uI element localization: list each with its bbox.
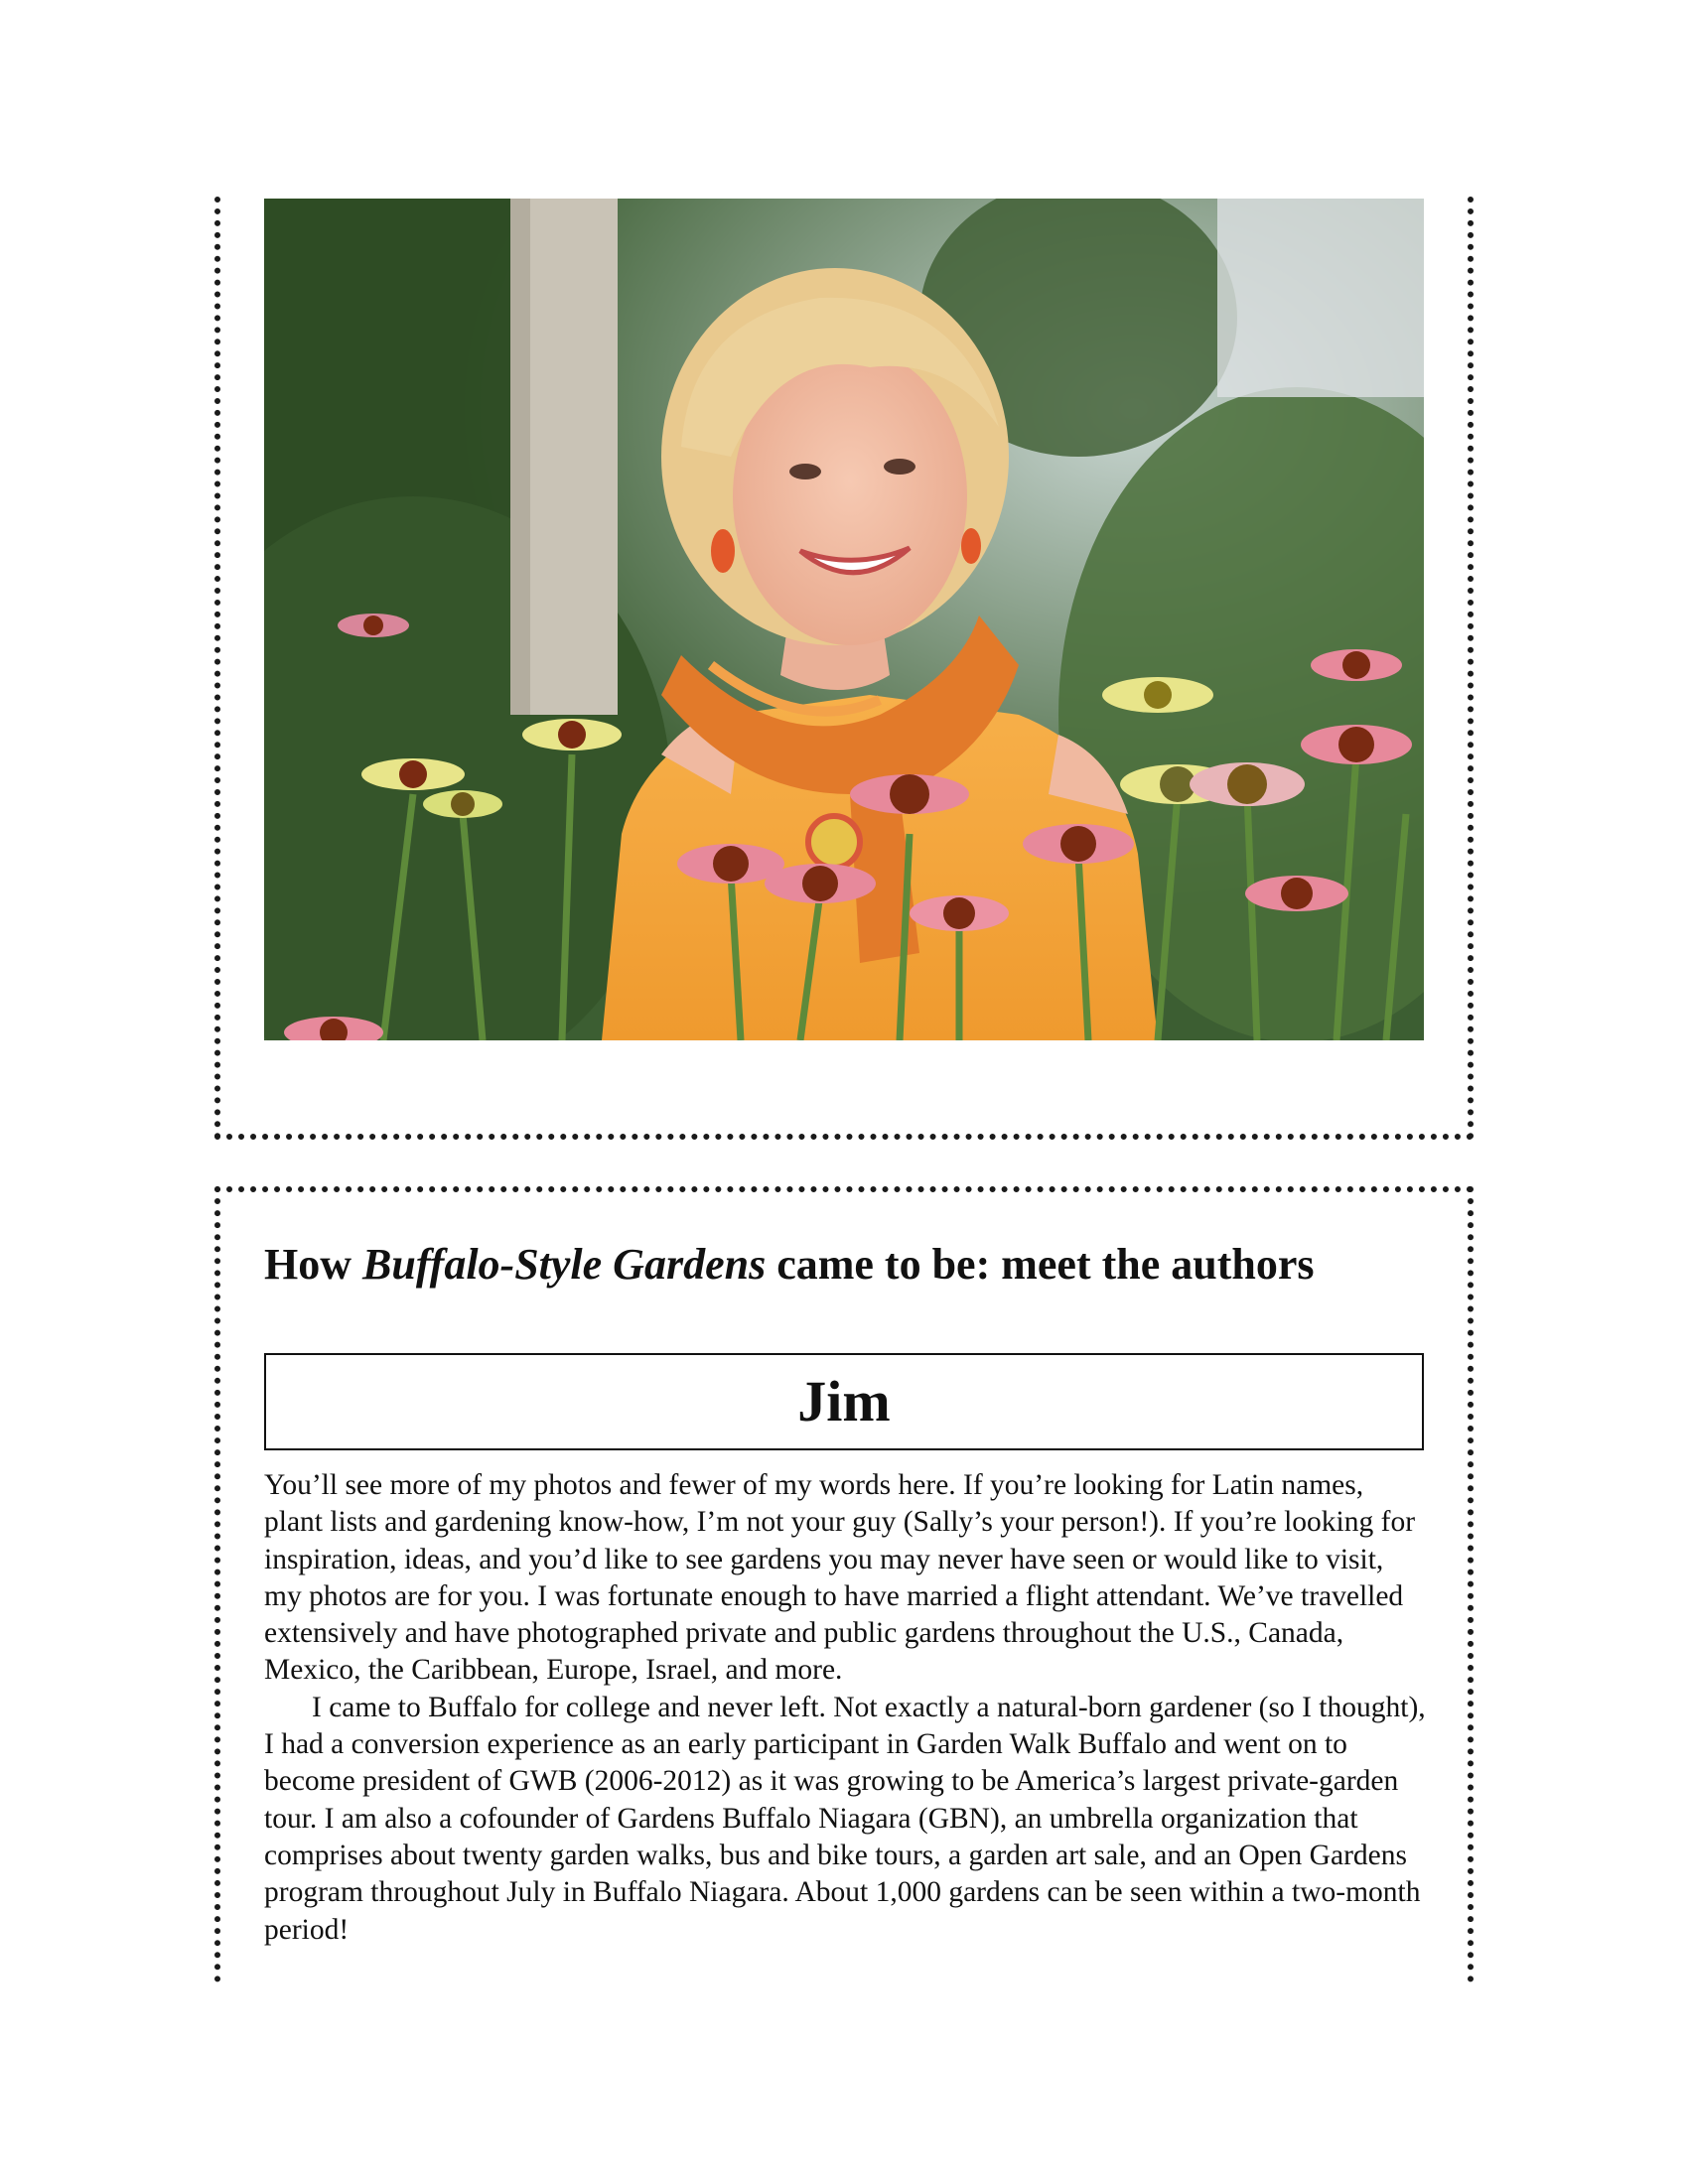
author-bio <box>264 1467 1426 1949</box>
heading-prefix: How <box>264 1240 362 1289</box>
author-name: Jim <box>797 1369 891 1433</box>
heading-suffix: came to be: meet the authors <box>766 1240 1315 1289</box>
section-heading <box>264 1237 1424 1293</box>
bio-paragraph-1: You’ll see more of my photos and fewer of my words here. If you’re looking for Latin names, plant lists and gardening know-how, I’m not your guy (Sally’s your person!). If you’re looking for inspiration, ideas, and you’d like to see gardens you may never have seen or would like to visit, my photos are for you. I was fortunate enough to have married a flight attendant. We’ve travelled extensively and have photographed private and public gardens throughout the U.S., Canada, Mexico, the Caribbean, Europe, Israel, and more. <box>264 1469 1416 1687</box>
author-photo <box>264 199 1424 1040</box>
author-photo-illustration <box>264 199 1424 1040</box>
book-title: Buffalo-Style Gardens <box>362 1240 767 1289</box>
bio-paragraph-2: I came to Buffalo for college and never left. Not exactly a natural-born gardener (so I thought), I had a conversion experience as an early participant in Garden Walk Buffalo and went on to become president of GWB (2006-2012) as it was growing to be America’s largest private-garden tour. I am also a cofounder of Gardens Buffalo Niagara (GBN), an umbrella organization that comprises about twenty garden walks, bus and bike tours, a garden art sale, and an Open Gardens program throughout July in Buffalo Niagara. About 1,000 gardens can be seen within a two-month period! <box>264 1691 1426 1946</box>
author-name-box <box>264 1353 1424 1450</box>
